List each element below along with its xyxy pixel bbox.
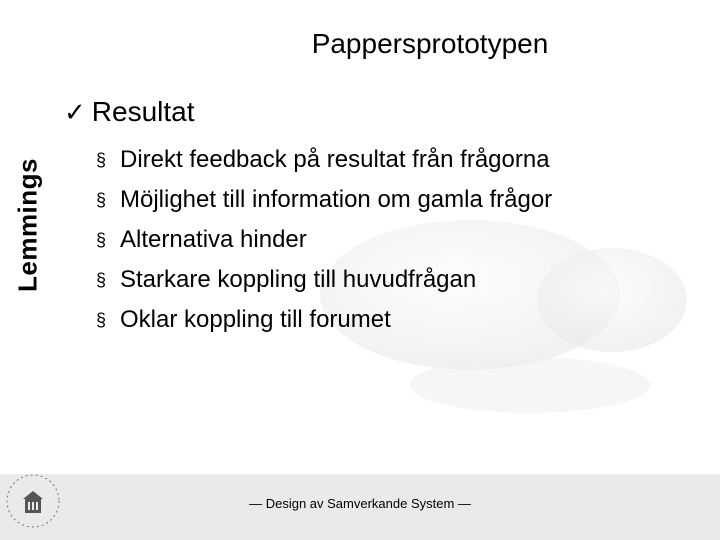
bullet-icon: § xyxy=(96,230,107,250)
vertical-label: Lemmings xyxy=(12,157,43,293)
section-heading-text: Resultat xyxy=(91,96,195,127)
footer-text: — Design av Samverkande System — xyxy=(249,496,471,511)
list-item xyxy=(96,300,552,340)
list-item xyxy=(96,140,552,180)
list-item xyxy=(96,220,552,260)
checkmark-icon: ✓ xyxy=(64,96,86,127)
list-item xyxy=(96,260,552,300)
bullet-icon: § xyxy=(96,190,107,210)
bullet-text: Alternativa hinder xyxy=(120,226,307,253)
bullet-text: Oklar koppling till forumet xyxy=(120,306,391,333)
bullet-icon: § xyxy=(96,270,107,290)
list-item xyxy=(96,180,552,220)
bullet-list xyxy=(96,140,552,340)
bullet-icon: § xyxy=(96,310,107,330)
bullet-icon: § xyxy=(96,150,107,170)
bullet-text: Direkt feedback på resultat från frågorna xyxy=(120,146,550,173)
slide-title: Pappersprototypen xyxy=(311,28,549,59)
university-seal-icon xyxy=(2,470,64,532)
section-heading xyxy=(64,96,195,128)
bullet-text: Möjlighet till information om gamla frågor xyxy=(120,186,553,213)
bullet-text: Starkare koppling till huvudfrågan xyxy=(120,266,477,293)
vertical-label-container xyxy=(6,120,50,330)
